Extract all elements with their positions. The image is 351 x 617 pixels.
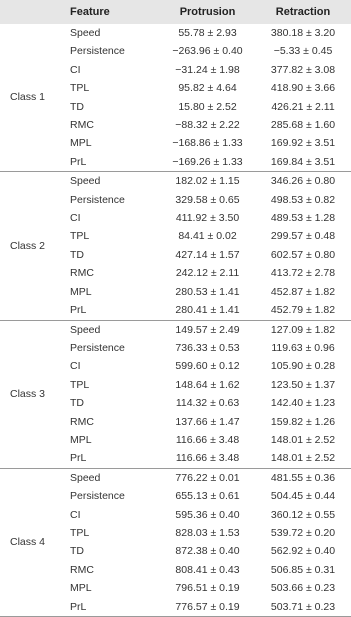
protrusion-cell: 411.92 ± 3.50 — [175, 212, 240, 225]
header-row — [0, 0, 351, 24]
table-row — [0, 24, 351, 42]
protrusion-cell: 736.33 ± 0.53 — [175, 341, 240, 354]
feature-cell: Persistence — [70, 193, 125, 206]
protrusion-cell: 872.38 ± 0.40 — [175, 545, 240, 558]
feature-cell: TD — [70, 397, 84, 410]
feature-cell: PrL — [70, 304, 87, 317]
retraction-cell: 452.87 ± 1.82 — [270, 285, 336, 298]
feature-cell: TPL — [70, 82, 90, 95]
protrusion-cell: 595.36 ± 0.40 — [175, 508, 240, 521]
class-group — [0, 320, 351, 468]
protrusion-cell: 114.32 ± 0.63 — [175, 397, 240, 410]
retraction-cell: 380.18 ± 3.20 — [270, 27, 336, 39]
retraction-cell: 498.53 ± 0.82 — [270, 193, 336, 206]
feature-cell: MPL — [70, 285, 92, 298]
retraction-cell: −5.33 ± 0.45 — [273, 45, 333, 58]
protrusion-cell: −31.24 ± 1.98 — [175, 63, 240, 76]
protrusion-cell: 776.22 ± 0.01 — [175, 471, 240, 484]
protrusion-cell: 182.02 ± 1.15 — [175, 175, 240, 188]
feature-cell: RMC — [70, 563, 94, 576]
protrusion-cell: 329.58 ± 0.65 — [175, 193, 240, 206]
class-label: Class 3 — [10, 387, 46, 400]
header-protrusion: Protrusion — [160, 0, 255, 24]
protrusion-cell: −168.86 ± 1.33 — [172, 137, 243, 150]
feature-cell: Speed — [70, 323, 101, 336]
retraction-cell: 159.82 ± 1.26 — [270, 415, 336, 428]
protrusion-cell: −169.26 ± 1.33 — [172, 155, 243, 168]
retraction-cell: 562.92 ± 0.40 — [270, 545, 336, 558]
class-label: Class 2 — [10, 239, 46, 252]
feature-cell: TPL — [70, 378, 90, 391]
feature-cell: CI — [70, 508, 81, 521]
protrusion-cell: 796.51 ± 0.19 — [175, 582, 240, 595]
retraction-cell: 123.50 ± 1.37 — [270, 378, 336, 391]
protrusion-cell: 116.66 ± 3.48 — [175, 433, 240, 446]
protrusion-cell: 808.41 ± 0.43 — [175, 563, 240, 576]
retraction-cell: 377.82 ± 3.08 — [270, 63, 336, 76]
retraction-cell: 169.84 ± 3.51 — [270, 155, 336, 168]
protrusion-cell: 828.03 ± 1.53 — [175, 526, 240, 539]
protrusion-cell: 655.13 ± 0.61 — [175, 490, 240, 503]
table-row — [0, 320, 351, 339]
protrusion-cell: 55.78 ± 2.93 — [178, 27, 237, 39]
class-label: Class 4 — [10, 536, 46, 549]
retraction-cell: 346.26 ± 0.80 — [270, 175, 336, 188]
feature-cell: Speed — [70, 175, 101, 188]
feature-cell: Speed — [70, 27, 101, 39]
feature-cell: CI — [70, 360, 81, 373]
table-header — [0, 0, 351, 24]
retraction-cell: 602.57 ± 0.80 — [270, 248, 336, 261]
retraction-cell: 148.01 ± 2.52 — [270, 452, 336, 465]
protrusion-cell: 280.53 ± 1.41 — [175, 285, 240, 298]
feature-cell: RMC — [70, 119, 94, 132]
protrusion-cell: 95.82 ± 4.64 — [178, 82, 237, 95]
feature-cell: Persistence — [70, 490, 125, 503]
retraction-cell: 360.12 ± 0.55 — [270, 508, 336, 521]
protrusion-cell: 116.66 ± 3.48 — [175, 452, 240, 465]
protrusion-cell: 148.64 ± 1.62 — [175, 378, 240, 391]
feature-cell: MPL — [70, 433, 92, 446]
feature-cell: MPL — [70, 582, 92, 595]
feature-cell: TD — [70, 545, 84, 558]
protrusion-cell: 15.80 ± 2.52 — [178, 100, 237, 113]
feature-cell: Speed — [70, 471, 101, 484]
feature-cell: MPL — [70, 137, 92, 150]
retraction-cell: 299.57 ± 0.48 — [270, 230, 336, 243]
header-class — [0, 0, 70, 24]
retraction-cell: 418.90 ± 3.66 — [270, 82, 336, 95]
retraction-cell: 506.85 ± 0.31 — [270, 563, 336, 576]
feature-cell: CI — [70, 212, 81, 225]
retraction-cell: 142.40 ± 1.23 — [270, 397, 336, 410]
protrusion-cell: −88.32 ± 2.22 — [175, 119, 240, 132]
protrusion-cell: 776.57 ± 0.19 — [175, 600, 240, 613]
protrusion-cell: 427.14 ± 1.57 — [175, 248, 240, 261]
table-row — [0, 468, 351, 487]
protrusion-cell: 280.41 ± 1.41 — [175, 304, 240, 317]
feature-cell: PrL — [70, 600, 87, 613]
retraction-cell: 539.72 ± 0.20 — [270, 526, 336, 539]
protrusion-cell: 84.41 ± 0.02 — [178, 230, 237, 243]
retraction-cell: 504.45 ± 0.44 — [270, 490, 336, 503]
feature-cell: TPL — [70, 230, 90, 243]
protrusion-cell: 242.12 ± 2.11 — [175, 267, 240, 280]
feature-cell: TPL — [70, 526, 90, 539]
retraction-cell: 489.53 ± 1.28 — [270, 212, 336, 225]
protrusion-cell: 599.60 ± 0.12 — [175, 360, 240, 373]
header-feature: Feature — [70, 0, 160, 24]
class-group — [0, 468, 351, 616]
protrusion-cell: 137.66 ± 1.47 — [175, 415, 240, 428]
feature-cell: PrL — [70, 155, 87, 168]
retraction-cell: 105.90 ± 0.28 — [270, 360, 336, 373]
retraction-cell: 148.01 ± 2.52 — [270, 433, 336, 446]
table-row — [0, 172, 351, 191]
feature-cell: CI — [70, 63, 81, 76]
retraction-cell: 119.63 ± 0.96 — [271, 341, 335, 354]
protrusion-cell: 149.57 ± 2.49 — [175, 323, 240, 336]
feature-cell: RMC — [70, 267, 94, 280]
feature-cell: Persistence — [70, 341, 125, 354]
feature-cell: PrL — [70, 452, 87, 465]
feature-cell: RMC — [70, 415, 94, 428]
retraction-cell: 503.66 ± 0.23 — [270, 582, 336, 595]
retraction-cell: 426.21 ± 2.11 — [271, 100, 335, 113]
feature-cell: TD — [70, 248, 84, 261]
class-group — [0, 24, 351, 172]
header-retraction: Retraction — [255, 0, 351, 24]
protrusion-cell: −263.96 ± 0.40 — [172, 45, 243, 58]
retraction-cell: 481.55 ± 0.36 — [270, 471, 336, 484]
retraction-cell: 127.09 ± 1.82 — [270, 323, 336, 336]
retraction-cell: 452.79 ± 1.82 — [270, 304, 336, 317]
class-label: Class 1 — [10, 91, 46, 104]
retraction-cell: 285.68 ± 1.60 — [270, 119, 336, 132]
class-group — [0, 172, 351, 320]
retraction-cell: 413.72 ± 2.78 — [270, 267, 336, 280]
retraction-cell: 503.71 ± 0.23 — [270, 600, 336, 613]
retraction-cell: 169.92 ± 3.51 — [270, 137, 336, 150]
feature-cell: Persistence — [70, 45, 125, 58]
feature-cell: TD — [70, 100, 84, 113]
